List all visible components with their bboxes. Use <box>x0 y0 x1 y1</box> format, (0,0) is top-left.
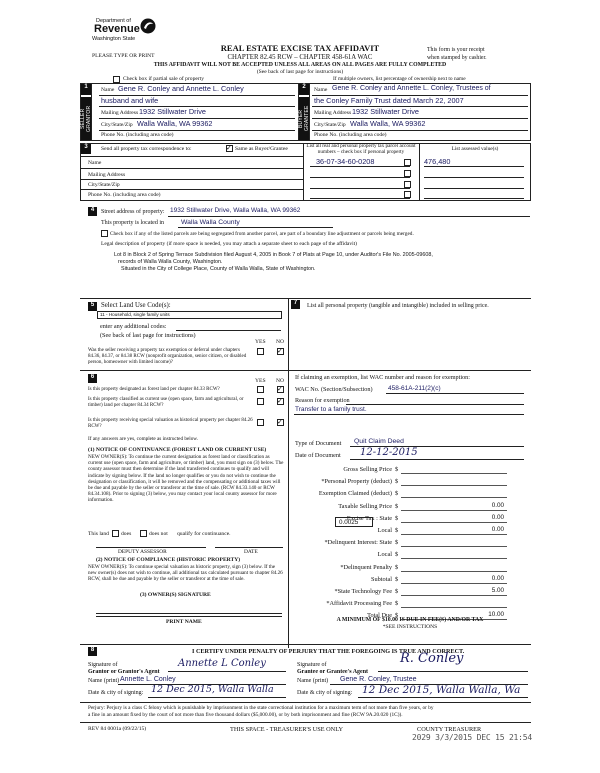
grantee-name-line1[interactable]: Gene R. Conley and Annette L. Conley, Trustees of <box>332 85 491 92</box>
tax-row-value[interactable]: 10.00 <box>488 611 504 618</box>
section-6-number: 6 <box>88 374 97 383</box>
see-instructions: (See back of last page for instructions) <box>256 69 344 75</box>
notice-1-title: (1) NOTICE OF CONTINUANCE (FOREST LAND OR CURRENT USE) <box>88 447 267 453</box>
forest-no-check-icon: ✓ <box>277 385 283 393</box>
grantor-city-label: City/State/Zip <box>101 122 133 128</box>
grantor-sig-label-2: Grantor or Grantor's Agent <box>88 669 160 675</box>
grantor-address-label: Mailing Address <box>101 110 139 116</box>
section-5-number: 5 <box>88 302 97 311</box>
tax-row-label: *Delinquent Interest: State <box>324 539 392 546</box>
grantor-name-print[interactable]: Annette L. Conley <box>120 676 176 683</box>
tax-row-underline <box>401 485 507 486</box>
segregated-label: Check box if any of the listed parcels are being segregated from another parcel, are part of a boundary line adjustment or parcels being merged. <box>110 231 414 237</box>
parcel-personal-checkbox-2[interactable] <box>404 170 411 177</box>
section-2-number: 2 <box>299 84 309 95</box>
historic-question: Is this property receiving special valuation as historical property per chapter 84.26 RCW? <box>88 418 253 429</box>
tax-row-underline <box>401 534 507 535</box>
tax-row-underline <box>401 497 507 498</box>
parcel-header-1: List all real and personal property tax parcel account <box>306 143 416 149</box>
perjury-note-2: a fine in an amount fixed by the court of not more than five thousand dollars ($5,000.00), or by both imprisonment and fine (RCW 9A.20.020 (1C)). <box>88 712 403 718</box>
grantee-city-label: City/State/Zip <box>314 122 346 128</box>
notice-2-title: (2) NOTICE OF COMPLIANCE (HISTORIC PROPERTY) <box>96 557 241 563</box>
multiple-owners-note: If multiple owners, list percentage of ownership next to name <box>333 76 466 82</box>
tax-row-label: Exemption Claimed (deduct) <box>318 490 392 497</box>
assessed-header: List assessed value(s) <box>451 146 499 152</box>
tax-row-underline <box>401 571 507 572</box>
legal-description-1[interactable]: Lot 8 in Block 2 of Spring Terrace Subdivision filed August 4, 2005 in Book 7 of Plats at Page 10, under Auditor's File No. 2005-09608, <box>114 252 433 258</box>
exemption-yes-checkbox[interactable] <box>257 348 264 355</box>
receipt-note-2: when stamped by cashier. <box>427 55 487 61</box>
deputy-assessor-label: DEPUTY ASSESSOR <box>118 549 167 555</box>
tax-row-underline <box>401 583 507 584</box>
grantee-city[interactable]: Walla Walla, WA 99362 <box>350 119 426 128</box>
additional-codes-label: enter any additional codes: <box>100 323 167 330</box>
treasurer-stamp: 2029 3/3/2015 DEC 15 21:54 <box>412 733 533 742</box>
tax-row-currency: $ <box>395 503 399 510</box>
tax-row-currency: $ <box>395 551 399 558</box>
grantee-date-label: Date & city of signing: <box>297 690 353 696</box>
grantee-signature[interactable]: R. Conley <box>400 651 464 666</box>
treasurer-space-label: THIS SPACE - TREASURER'S USE ONLY <box>230 726 343 733</box>
exemption-reason-label: Reason for exemption <box>295 397 350 404</box>
tax-see-instructions: *SEE INSTRUCTIONS <box>382 624 438 630</box>
tax-row-value[interactable]: 0.00 <box>491 526 504 533</box>
tax-city-label: City/State/Zip <box>88 182 120 188</box>
grantor-sig-label-1: Signature of <box>88 662 118 668</box>
grantor-name-print-label: Name (print) <box>88 678 120 684</box>
tax-row-label: Gross Selling Price <box>343 466 392 473</box>
section-3-number: 3 <box>81 144 91 154</box>
historic-yes-checkbox[interactable] <box>257 419 264 426</box>
exemption-no-check-icon: ✓ <box>277 347 283 355</box>
street-address[interactable]: 1932 Stillwater Drive, Walla Walla, WA 99362 <box>170 207 301 214</box>
forest-yes-checkbox[interactable] <box>257 386 264 393</box>
if-yes-note: If any answers are yes, complete as instructed below. <box>88 436 199 442</box>
assessed-value[interactable]: 476,480 <box>424 157 451 166</box>
legal-description-3[interactable]: Situated in the City of College Place, County of Walla Walla, State of Washington. <box>121 266 316 272</box>
parcel-header-2: numbers – check box if personal property <box>317 149 405 155</box>
located-in-label: This property is located in <box>101 220 164 226</box>
sec6-no-header: NO <box>276 378 285 384</box>
parcel-personal-checkbox-4[interactable] <box>404 191 411 198</box>
revision-code: REV 84 0001a (09/22/15) <box>88 726 147 732</box>
notice-1-text: NEW OWNER(S): To continue the current designation as forest land or classification as current use (open space, farm and agriculture, or timber) land, you must sign on (3) below. The county assessor must then determine if the land transferred continues to qualify and will indicate by signing below. If the land no longer qualifies or you do not wish to continue the designation or classification, it will be removed and the compensating or additional taxes will be due and payable by the seller or transferor at the time of sale. (RCW 84.33.140 or RCW 84.34.108). Prior to signing (3) below, you may contact your local county assessor for more information. <box>88 454 284 504</box>
dor-swoosh-icon <box>140 18 156 34</box>
section-7-number: 7 <box>291 300 300 309</box>
tax-row-currency: $ <box>395 515 399 522</box>
historic-no-check-icon: ✓ <box>277 418 283 426</box>
county-treasurer-label: COUNTY TREASURER <box>417 726 482 733</box>
grantor-name-label: Name <box>101 87 115 93</box>
tax-row-currency: $ <box>395 588 399 595</box>
grantee-name-label: Name <box>314 87 328 93</box>
certify-statement: I CERTIFY UNDER PENALTY OF PERJURY THAT THE FOREGOING IS TRUE AND CORRECT. <box>192 648 465 655</box>
grantee-name-print-label: Name (print) <box>297 678 329 684</box>
tax-row-label: Local <box>377 527 392 534</box>
grantee-date-city[interactable]: 12 Dec 2015, Walla Walla, Wa <box>362 684 521 696</box>
tax-row-value[interactable]: 5.00 <box>491 587 504 594</box>
doc-type-label: Type of Document <box>295 440 342 447</box>
dept-line3: Washington State <box>92 36 136 42</box>
this-land-label: This land <box>88 531 109 537</box>
grantee-name-line2[interactable]: the Conley Family Trust dated March 22, 2007 <box>314 96 464 105</box>
tax-row-currency: $ <box>395 576 399 583</box>
sec5-no-header: NO <box>276 339 285 345</box>
tax-row-underline <box>401 546 507 547</box>
tax-row-currency: $ <box>395 539 399 546</box>
tax-row-value[interactable]: 0.00 <box>491 514 504 521</box>
tax-row-underline <box>401 510 507 511</box>
sec6-yes-header: YES <box>255 378 266 384</box>
tax-row-label: *Personal Property (deduct) <box>321 478 392 485</box>
personal-property-label: List all personal property (tangible and intangible) included in selling price. <box>307 303 489 309</box>
sec5-yes-header: YES <box>255 339 266 345</box>
form-chapter: CHAPTER 82.45 RCW – CHAPTER 458-61A WAC <box>227 54 373 61</box>
land-use-see-back: (See back of last page for instructions) <box>100 332 196 339</box>
tax-row-label: *Delinquent Penalty <box>340 564 392 571</box>
seller-grantor-label: SELLER GRANTOR <box>81 97 91 140</box>
tax-row-currency: $ <box>395 490 399 497</box>
partial-sale-checkbox[interactable] <box>113 76 120 83</box>
assessor-date-label: DATE <box>244 549 258 555</box>
tax-row-label: *State Technology Fee <box>334 588 392 595</box>
doc-date-label: Date of Document <box>295 452 341 459</box>
tax-row-label: Local <box>377 551 392 558</box>
exemption-reason[interactable]: Transfer to a family trust. <box>295 406 367 413</box>
print-note: PLEASE TYPE OR PRINT <box>92 53 155 59</box>
form-warning: THIS AFFIDAVIT WILL NOT BE ACCEPTED UNLESS ALL AREAS ON ALL PAGES ARE FULLY COMPLETED <box>153 62 447 68</box>
does-not-qualify-checkbox[interactable] <box>140 530 147 537</box>
legal-description-label: Legal description of property (if more space is needed, you may attach a separate sheet to each page of the affidavit) <box>101 241 357 247</box>
wac-claim-label: If claiming an exemption, list WAC number and reason for exemption: <box>295 374 470 381</box>
minimum-due-note: A MINIMUM OF $10.00 IS DUE IN FEE(S) AND/OR TAX <box>336 617 484 623</box>
tax-row-underline <box>401 558 507 559</box>
exemption-question: Was the seller receiving a property tax exemption or deferral under chapters 84.36, 84.37, or 84.38 RCW (nonprofit organization, senior citizen, or disabled person, homeowner with limited income)? <box>88 348 247 365</box>
tax-address-label: Mailing Address <box>88 172 126 178</box>
tax-row-underline <box>401 522 507 523</box>
grantor-name-line2[interactable]: husband and wife <box>101 96 159 105</box>
grantor-date-label: Date & city of signing: <box>88 690 144 696</box>
tax-row-value[interactable]: 0.00 <box>491 575 504 582</box>
tax-row-label: Taxable Selling Price <box>338 503 392 510</box>
tax-rate: 0.0025 <box>339 519 359 526</box>
tax-row-currency: $ <box>395 600 399 607</box>
tax-row-label: Excise Tax : State <box>346 515 392 522</box>
parcel-personal-checkbox-3[interactable] <box>404 181 411 188</box>
located-county[interactable]: Walla Walla County <box>181 219 240 226</box>
perjury-note-1: Perjury: Perjury is a class C felony which is punishable by imprisonment in the state correctional institution for a maximum term of not more than five years, or by <box>88 705 434 711</box>
tax-row-underline <box>401 595 507 596</box>
grantor-date-city[interactable]: 12 Dec 2015, Walla Walla <box>151 684 274 695</box>
grantor-city[interactable]: Walla Walla, WA 99362 <box>137 119 213 128</box>
print-name-label: PRINT NAME <box>166 619 202 625</box>
wac-number-label: WAC No. (Section/Subsection) <box>295 386 373 393</box>
parcel-personal-checkbox-1[interactable] <box>404 159 411 166</box>
buyer-grantee-label: BUYER GRANTEE <box>299 97 309 140</box>
grantor-name-line1[interactable]: Gene R. Conley and Annette L. Conley <box>118 84 244 93</box>
tax-row-value[interactable]: 0.00 <box>491 502 504 509</box>
receipt-note-1: This form is your receipt <box>427 47 485 53</box>
legal-description-2[interactable]: records of Walla Walla County, Washington. <box>118 259 223 265</box>
doc-date[interactable]: 12-12-2015 <box>360 447 418 458</box>
section-8-number: 8 <box>88 647 97 656</box>
street-address-label: Street address of property: <box>101 209 165 215</box>
tax-row-label: *Affidavit Processing Fee <box>326 600 392 607</box>
grantee-address-label: Mailing Address <box>314 110 352 116</box>
does-label: does <box>121 531 132 537</box>
dept-line2: Revenue <box>94 23 140 35</box>
grantor-signature[interactable]: Annette L Conley <box>178 658 266 669</box>
grantee-phone-label: Phone No. (including area code) <box>314 132 387 138</box>
tax-row-currency: $ <box>395 612 399 619</box>
tax-name-label: Name <box>88 160 102 166</box>
tax-phone-label: Phone No. (including area code) <box>88 192 161 198</box>
current-use-no-check-icon: ✓ <box>277 397 283 405</box>
doc-type[interactable]: Quit Claim Deed <box>354 438 404 445</box>
partial-sale-label: Check box if partial sale of property <box>123 76 205 82</box>
tax-row-currency: $ <box>395 466 399 473</box>
grantee-sig-label-2: Grantee or Grantee's Agent <box>297 669 369 675</box>
tax-row-label: Total Due <box>367 612 392 619</box>
form-title: REAL ESTATE EXCISE TAX AFFIDAVIT <box>220 43 380 53</box>
land-use-label: Select Land Use Code(s): <box>101 302 171 309</box>
owner-signature-label: (3) OWNER(S) SIGNATURE <box>140 592 211 598</box>
does-not-label: does not <box>149 531 168 537</box>
parcel-number[interactable]: 36-07-34-60-0208 <box>316 157 375 166</box>
wac-number[interactable]: 458-61A-211(2)(c) <box>388 385 441 392</box>
forest-land-question: Is this property designated as forest land per chapter 84.33 RCW? <box>88 387 220 392</box>
current-use-question: Is this property classified as current use (open space, farm and agricultural, or timber) land per chapter 84.34 RCW? <box>88 397 244 408</box>
tax-row-currency: $ <box>395 527 399 534</box>
tax-row-underline <box>401 473 507 474</box>
grantor-phone-label: Phone No. (including area code) <box>101 132 174 138</box>
tax-row-currency: $ <box>395 478 399 485</box>
dor-logo <box>92 18 166 52</box>
send-correspondence-label: Send all property tax correspondence to: <box>101 146 192 152</box>
grantee-name-print[interactable]: Gene R. Conley, Trustee <box>340 676 417 683</box>
same-as-buyer-label: Same as Buyer/Grantee <box>235 146 288 152</box>
same-as-buyer-check-icon: ✓ <box>226 144 232 152</box>
current-use-yes-checkbox[interactable] <box>257 398 264 405</box>
grantor-address[interactable]: 1932 Stillwater Drive <box>139 107 206 116</box>
tax-row-underline <box>401 607 507 608</box>
dept-line1: Department of <box>96 18 131 24</box>
section-1-number: 1 <box>81 84 91 95</box>
does-qualify-checkbox[interactable] <box>112 530 119 537</box>
qualify-label: qualify for continuance. <box>177 531 231 537</box>
tax-row-label: Subtotal <box>371 576 392 583</box>
tax-row-currency: $ <box>395 564 399 571</box>
grantee-address[interactable]: 1932 Stillwater Drive <box>352 107 419 116</box>
land-use-value: 11 - Household, single family units <box>100 312 170 317</box>
grantee-sig-label-1: Signature of <box>297 662 327 668</box>
section-4-number: 4 <box>88 207 97 216</box>
segregated-checkbox[interactable] <box>101 230 108 237</box>
notice-2-text: NEW OWNER(S): To continue special valuation as historic property, sign (3) below. If the new owner(s) does not wish to continue, all additional tax calculated pursuant to chapter 84.26 RCW, shall be due and payable by the seller or transferor at the time of sale. <box>88 564 283 583</box>
